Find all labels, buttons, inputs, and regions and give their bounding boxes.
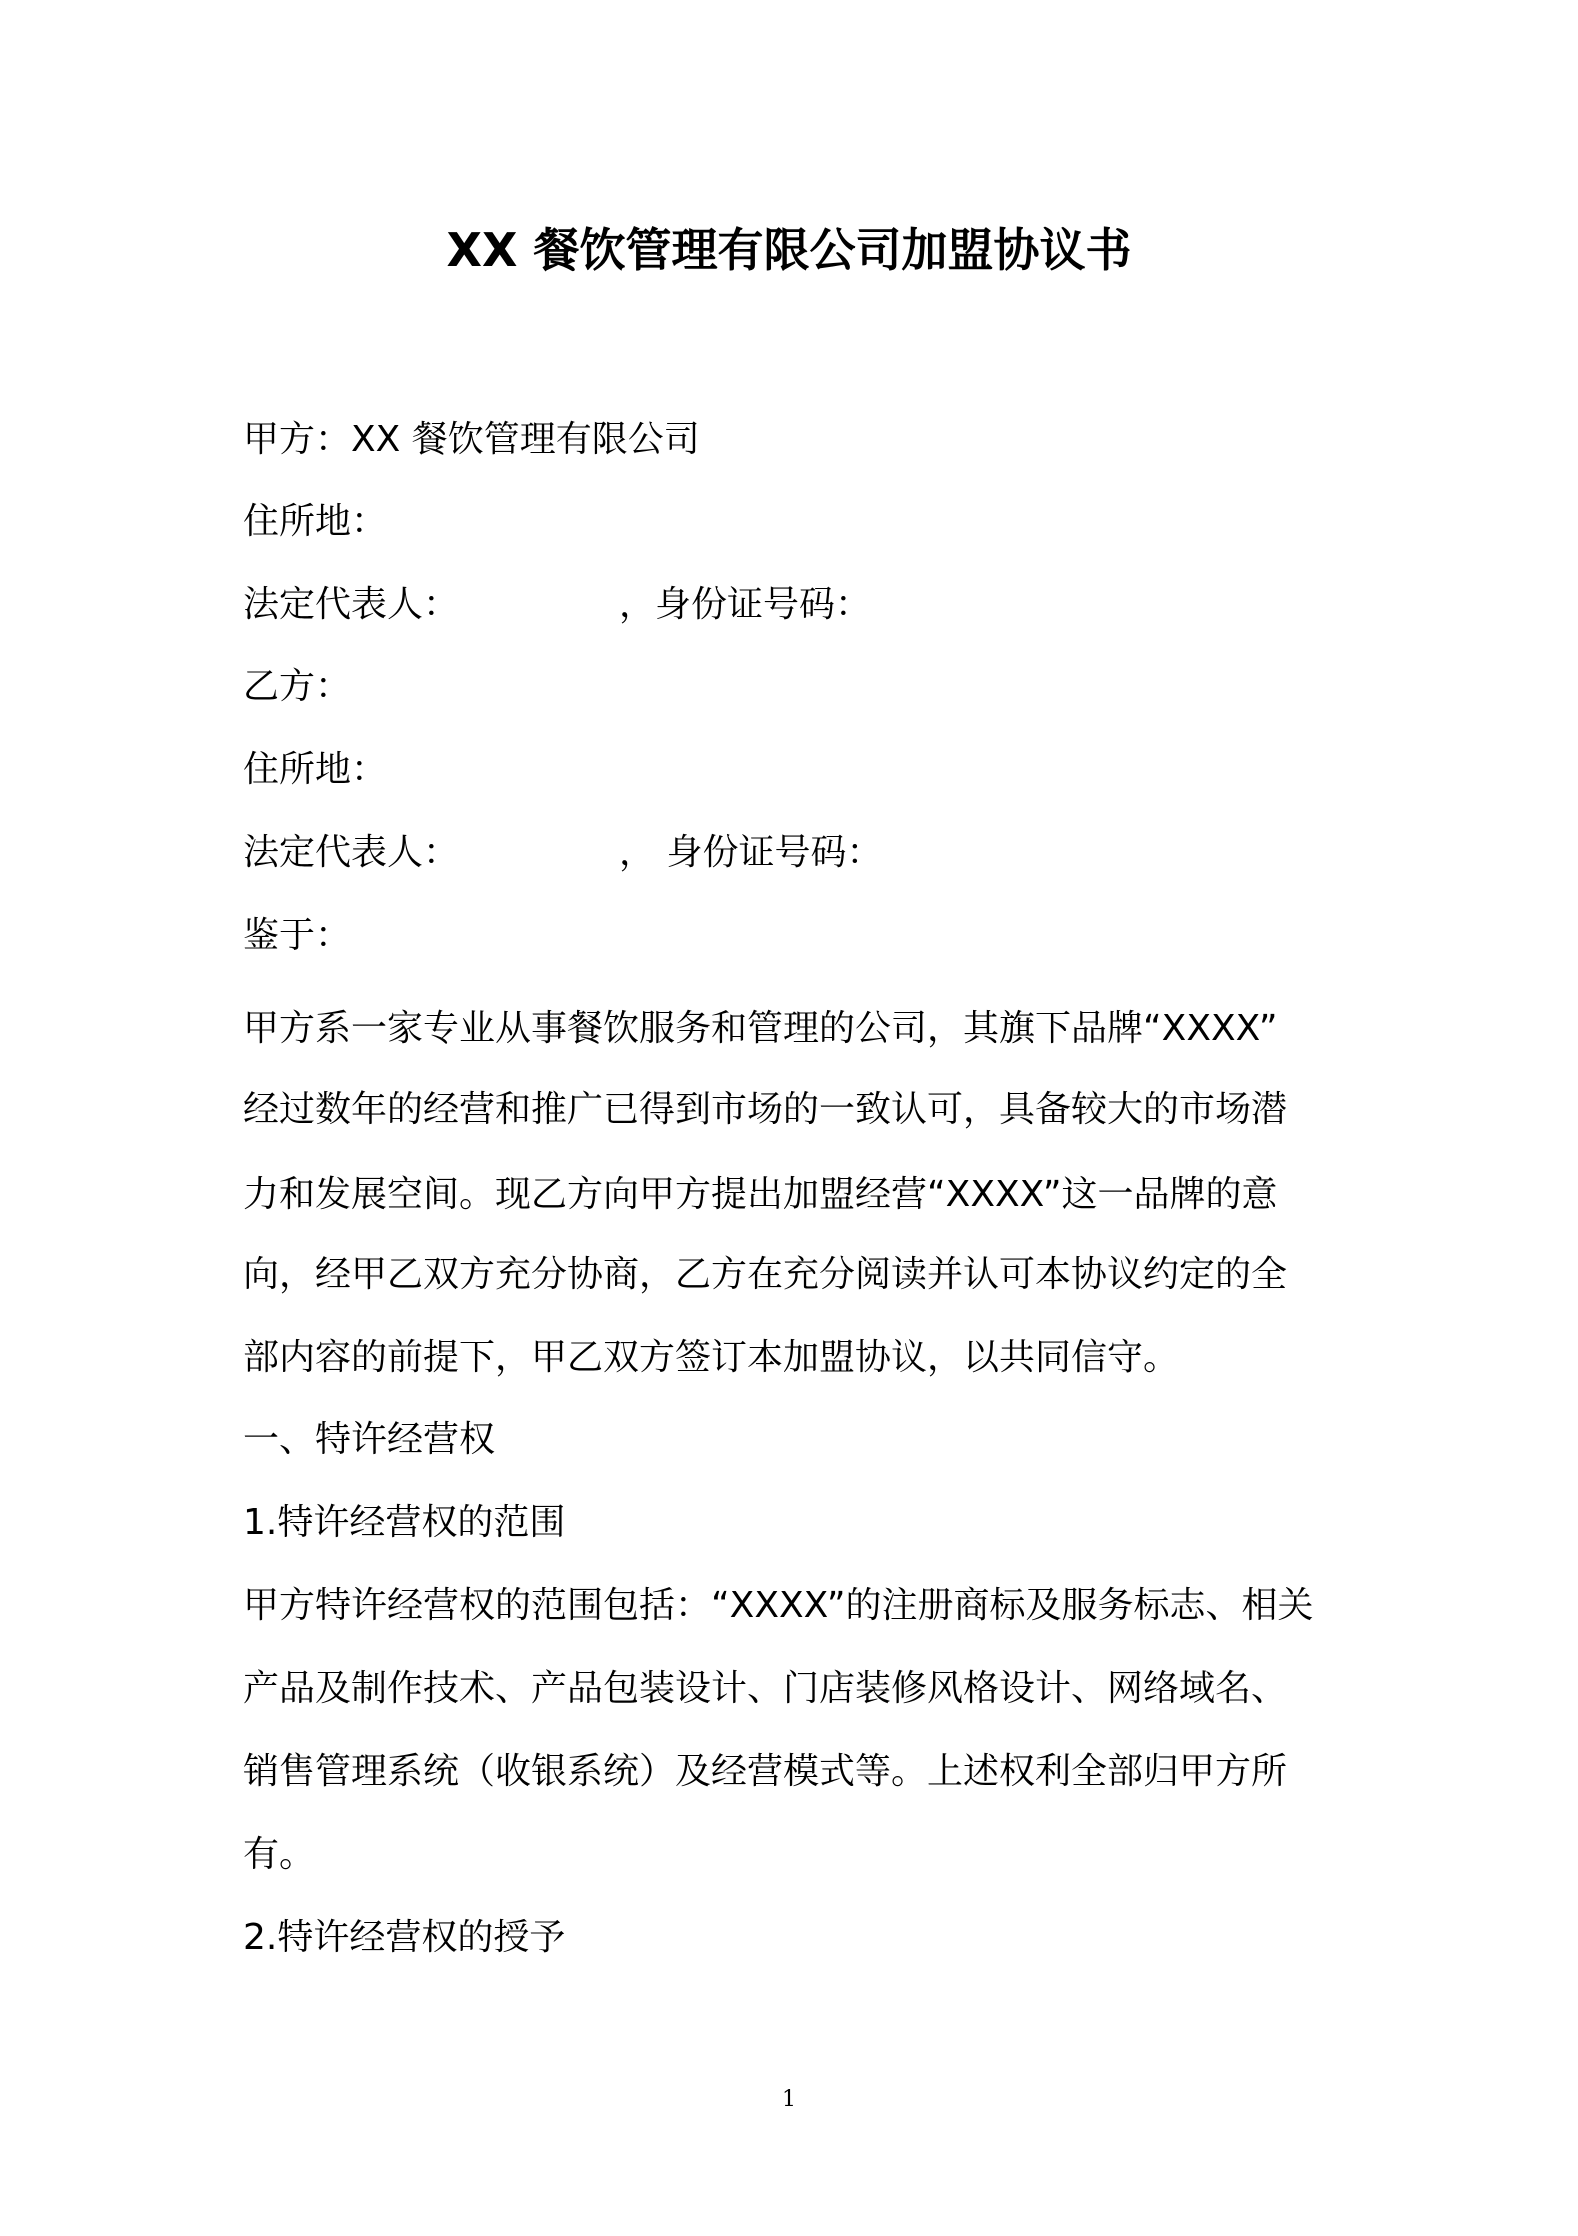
clause-line: 有。: [243, 1834, 316, 1875]
party-b-name: 乙方：: [243, 666, 352, 707]
party-b-address-label: 住所地：: [243, 749, 388, 790]
preamble-line: 部内容的前提下，甲乙双方签订本加盟协议，以共同信守。: [243, 1337, 1180, 1378]
party-a-name: 甲方：XX 餐饮管理有限公司: [243, 419, 700, 460]
page-number: 1: [782, 2087, 796, 2112]
party-a-representative-line: [243, 580, 1343, 630]
preamble-line: 向，经甲乙双方充分协商，乙方在充分阅读并认可本协议约定的全: [243, 1254, 1288, 1295]
party-a-rep-label: 法定代表人：: [243, 584, 460, 625]
document-title: XX 餐饮管理有限公司加盟协议书: [446, 223, 1132, 277]
party-a-id-label: ，身份证号码：: [619, 584, 872, 625]
preamble-line: 经过数年的经营和推广已得到市场的一致认可，具备较大的市场潜: [243, 1089, 1288, 1130]
party-b-id-label: ， 身份证号码：: [619, 832, 883, 873]
section-heading: 一、特许经营权: [243, 1419, 496, 1460]
whereas-label: 鉴于：: [243, 915, 352, 956]
clause-line: 销售管理系统（收银系统）及经营模式等。上述权利全部归甲方所: [243, 1751, 1288, 1792]
clause-line: 甲方特许经营权的范围包括：“XXXX”的注册商标及服务标志、相关: [243, 1585, 1314, 1626]
clause-heading: 2.特许经营权的授予: [243, 1917, 566, 1958]
party-b-rep-label: 法定代表人：: [243, 832, 460, 873]
party-b-representative-line: [243, 828, 1343, 878]
clause-heading: 1.特许经营权的范围: [243, 1502, 566, 1543]
preamble-line: 力和发展空间。现乙方向甲方提出加盟经营“XXXX”这一品牌的意: [243, 1174, 1278, 1215]
preamble-line: 甲方系一家专业从事餐饮服务和管理的公司，其旗下品牌“XXXX”: [243, 1008, 1278, 1049]
party-a-address-label: 住所地：: [243, 501, 388, 542]
clause-line: 产品及制作技术、产品包装设计、门店装修风格设计、网络域名、: [243, 1668, 1288, 1709]
